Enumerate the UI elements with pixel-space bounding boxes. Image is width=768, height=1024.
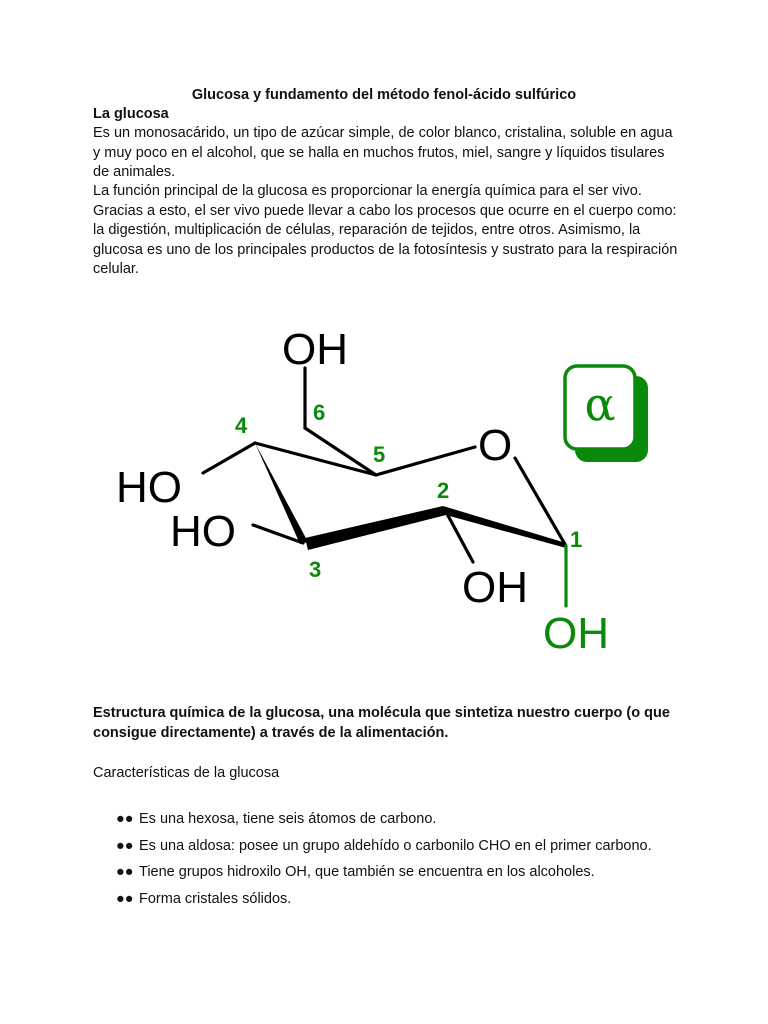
alpha-badge bbox=[565, 366, 648, 462]
bond-c6-c5 bbox=[305, 428, 376, 475]
list-item bbox=[116, 863, 676, 882]
carbon-number-4: 4 bbox=[235, 413, 248, 438]
oh-label-top: OH bbox=[282, 325, 348, 374]
carbon-number-6: 6 bbox=[313, 400, 326, 425]
ho-label-lower: HO bbox=[170, 507, 236, 556]
paragraph-function: La función principal de la glucosa es proporcionar la energía química para el ser vivo. Gracias a esto, el ser vivo puede llevar a cabo los procesos que ocurre en el cuerpo como: la digestión, multiplicación de células, reparación de tejidos, entre otros. Asimismo, la glucosa es uno de los principales productos de la fotosíntesis y sustrato para la respiración celular. bbox=[93, 183, 678, 277]
section-heading: La glucosa bbox=[93, 106, 169, 122]
carbon-number-1: 1 bbox=[570, 527, 583, 552]
carbon-number-2: 2 bbox=[437, 478, 450, 503]
figure-caption: Estructura química de la glucosa, una molécula que sintetiza nuestro cuerpo (o que consigue directamente) a través de la alimentación. bbox=[93, 705, 670, 741]
ring-oxygen-label: O bbox=[478, 421, 513, 470]
bond-c4-oh bbox=[203, 443, 255, 473]
alpha-symbol: α bbox=[584, 377, 616, 431]
bullet-icon: ●● bbox=[116, 811, 134, 827]
wedge-bond-c3-c2 bbox=[305, 506, 446, 550]
carbon-number-3: 3 bbox=[309, 557, 322, 582]
bullet-icon: ●● bbox=[116, 837, 134, 854]
document-title: Glucosa y fundamento del método fenol-ácido sulfúrico bbox=[191, 87, 577, 103]
oh-label-anomeric: OH bbox=[543, 609, 609, 658]
paragraph-definition: Es un monosacárido, un tipo de azúcar simple, de color blanco, cristalina, soluble en agua y muy poco en el alcohol, que se halla en muchos frutos, miel, sangre y líquidos tisulares de animales. bbox=[93, 125, 673, 180]
list-item bbox=[116, 837, 676, 856]
characteristics-heading: Características de la glucosa bbox=[93, 765, 280, 781]
bullet-icon: ●● bbox=[116, 890, 134, 907]
list-item-text: Forma cristales sólidos. bbox=[139, 890, 292, 907]
bond-c5-o bbox=[376, 447, 475, 475]
bond-c4-c5 bbox=[255, 443, 376, 475]
ho-label-left: HO bbox=[116, 463, 182, 512]
list-item-text: Es una aldosa: posee un grupo aldehído o carbonilo CHO en el primer carbono. bbox=[139, 837, 652, 854]
list-item-text: Es una hexosa, tiene seis átomos de carbono. bbox=[139, 811, 437, 827]
list-item-text: Tiene grupos hidroxilo OH, que también se encuentra en los alcoholes. bbox=[139, 864, 595, 880]
bullet-icon: ●● bbox=[116, 864, 134, 880]
carbon-number-5: 5 bbox=[373, 442, 386, 467]
oh-label-c2: OH bbox=[462, 563, 528, 612]
list-item bbox=[116, 890, 676, 909]
glucose-structure-diagram bbox=[100, 310, 660, 670]
list-item bbox=[116, 810, 676, 829]
carbon-numbers bbox=[235, 400, 582, 582]
characteristics-list bbox=[116, 810, 676, 916]
